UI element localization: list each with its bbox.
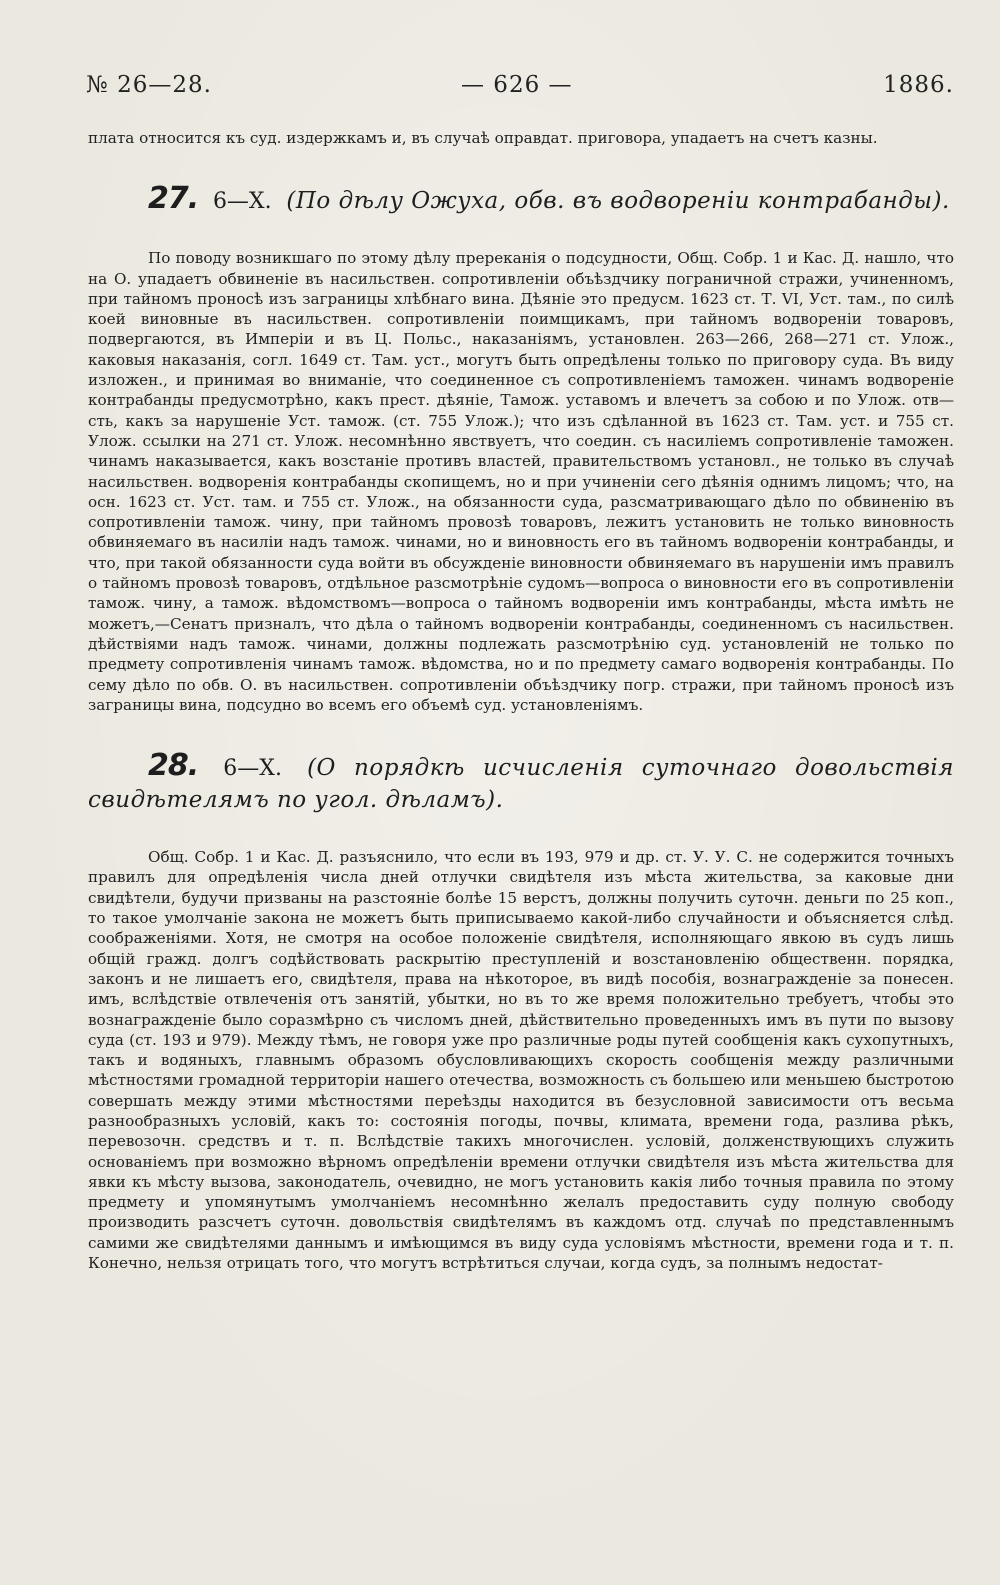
entry-28-body: Общ. Собр. 1 и Кас. Д. разъяснило, что если въ 193, 979 и др. ст. У. У. С. не содержится точныхъ правилъ для опредѣленія числа дней отлучки свидѣтеля изъ мѣста жительства, за каковые дни свидѣтели, будучи призваны на разстояніе болѣе 15 верстъ, должны получить суточн. деньги по 25 коп., то такое умолчаніе закона не можетъ быть приписываемо какой-либо случайности и объясняется слѣд. соображеніями. Хотя, не смотря на особое положеніе свидѣтеля, исполняющаго явкою въ судъ лишь общій гражд. долгъ содѣйствовать раскрытію преступленій и возстановленію общественн. порядка, законъ и не лишаетъ его, свидѣтеля, права на нѣкоторое, въ видѣ пособія, вознагражденіе за понесен. имъ, вслѣдствіе отвлеченія отъ занятій, убытки, но въ то же время положительно требуетъ, чтобы это вознагражденіе было соразмѣрно съ числомъ дней, дѣйствительно проведенныхъ имъ въ пути по вызову суда (ст. 193 и 979). Между тѣмъ, не говоря уже про различные роды путей сообщенія какъ сухопутныхъ, такъ и водяныхъ, главнымъ образомъ обусловливающихъ скорость сообщенія между различными мѣстностями громадной территоріи нашего отечества, возможность съ большею или меньшею быстротою совершать между этими мѣстностями переѣзды находится въ безусловной зависимости отъ весьма разнообразныхъ условій, какъ то: состоянія погоды, почвы, климата, времени года, разлива рѣкъ, перевозочн. средствъ и т. п. Вслѣдствіе такихъ многочислен. условій, долженствующихъ служить основаніемъ при возможно вѣрномъ опредѣленіи времени отлучки свидѣтеля изъ мѣста жительства для явки къ мѣсту вызова, законодатель, очевидно, не могъ установить какія либо точныя правила по этому предмету и упомянутымъ умолчаніемъ несомнѣнно желалъ предоставить суду полную свободу производить разсчетъ суточн. довольствія свидѣтелямъ въ каждомъ отд. случаѣ по представленнымъ самими же свидѣтелями даннымъ и имѣющимся въ виду суда условіямъ мѣстности, времени года и т. п. Конечно, нельзя отрицать того, что могутъ встрѣтиться случаи, когда судъ, за полнымъ недостат- [88, 848, 954, 1273]
entry-27-date: 6—X. [212, 189, 272, 215]
entry-28-title: (О порядкѣ исчисленія суточнаго довольствія свидѣтелямъ по угол. дѣламъ). [88, 755, 954, 814]
entry-27-body: По поводу возникшаго по этому дѣлу пререканія о подсудности, Общ. Собр. 1 и Кас. Д. нашло, что на О. упадаетъ обвиненіе въ насильствен. сопротивленіи объѣздчику пограничной стражи, учиненномъ, при тайномъ проносѣ изъ заграницы хлѣбнаго вина. Дѣяніе это предусм. 1623 ст. Т. VI, Уст. там., по силѣ коей виновные въ насильствен. сопротивленіи поимщикамъ, при тайномъ водвореніи товаровъ, подвергаются, въ Имперіи и въ Ц. Польс., наказаніямъ, установлен. 263—266, 268—271 ст. Улож., каковыя наказанія, согл. 1649 ст. Там. уст., могутъ быть опредѣлены только по приговору суда. Въ виду изложен., и принимая во вниманіе, что соединенное съ сопротивленіемъ таможен. чинамъ водвореніе контрабанды предусмотрѣно, какъ прест. дѣяніе, Тамож. уставомъ и влечетъ за собою и по Улож. отв—сть, какъ за нарушеніе Уст. тамож. (ст. 755 Улож.); что изъ сдѣланной въ 1623 ст. Там. уст. и 755 ст. Улож. ссылки на 271 ст. Улож. несомнѣнно явствуетъ, что соедин. съ насиліемъ сопротивленіе таможен. чинамъ наказывается, какъ возстаніе противъ властей, правительствомъ установл., не только въ случаѣ насильствен. водворенія контрабанды скопищемъ, но и при учиненіи сего дѣянія однимъ лицомъ; что, на осн. 1623 ст. Уст. там. и 755 ст. Улож., на обязанности суда, разсматривающаго дѣло по обвиненію въ сопротивленіи тамож. чину, при тайномъ провозѣ товаровъ, лежитъ установить не только виновность обвиняемаго въ насиліи надъ тамож. чинами, но и виновность его въ тайномъ водвореніи контрабанды, и что, при такой обязанности суда войти въ обсужденіе виновности обвиняемаго въ нарушеніи имъ правилъ о тайномъ провозѣ товаровъ, отдѣльное разсмотрѣніе судомъ—вопроса о виновности его въ сопротивленіи тамож. чину, а тамож. вѣдомствомъ—вопроса о тайномъ водвореніи имъ контрабанды, мѣста имѣть не можетъ,—Сенатъ призналъ, что дѣла о тайномъ водвореніи контрабанды, соединенномъ съ насильствен. дѣйствіями надъ тамож. чинами, должны подлежать разсмотрѣнію суд. установленій не только по предмету сопротивленія чинамъ тамож. вѣдомства, но и по предмету самаго водворенія контрабанды. По сему дѣло по обв. О. въ насильствен. сопротивленіи объѣздчику погр. стражи, при тайномъ проносѣ изъ заграницы вина, подсудно во всемъ его объемѣ суд. установленіямъ. [88, 249, 954, 714]
page-header [86, 64, 954, 104]
intro-paragraph: плата относится къ суд. издержкамъ и, въ случаѣ оправдат. приговора, упадаетъ на счетъ казны. [88, 129, 878, 147]
page-content [88, 128, 954, 1273]
entry-27-heading [88, 181, 954, 218]
entry-28-date: 6—X. [223, 756, 282, 782]
entry-27-title: (По дѣлу Ожуха, обв. въ водвореніи контрабанды). [286, 188, 950, 215]
entry-27-number: 27. [148, 181, 199, 217]
page-number: — 626 — [461, 72, 573, 98]
entry-28-number: 28. [148, 748, 199, 784]
entry-28-heading [88, 748, 954, 817]
year: 1886. [883, 72, 954, 98]
issue-number: № 26—28. [86, 72, 212, 98]
